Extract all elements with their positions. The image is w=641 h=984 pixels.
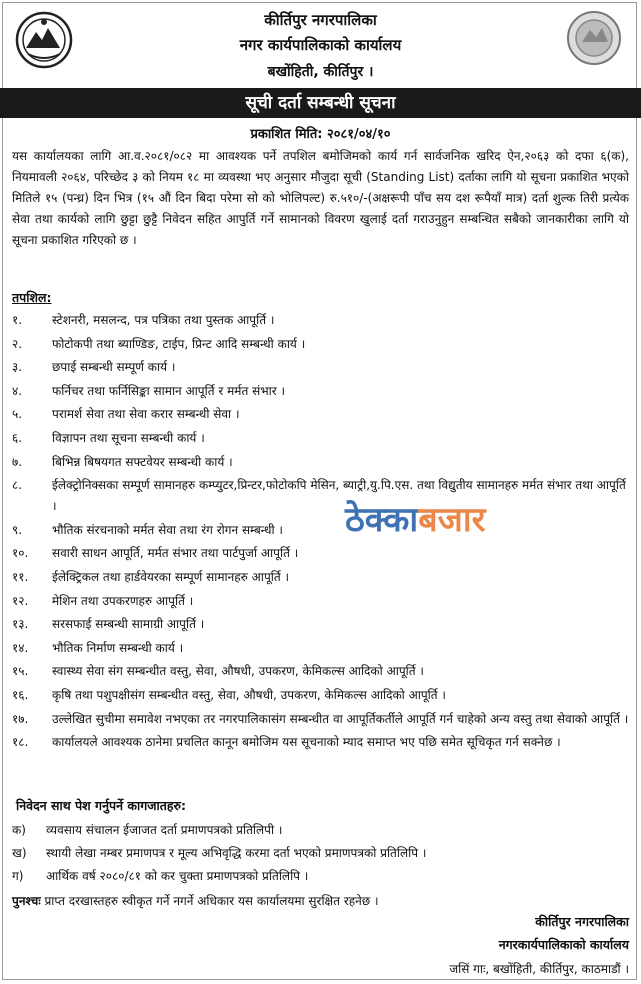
- item-text: बिभिन्न बिषयगत सफ्टवेयर सम्बन्धी कार्य ।: [52, 454, 233, 469]
- doc-number: ग): [12, 869, 24, 883]
- published-date: प्रकाशित मिति: २०८१/०४/१०: [250, 127, 391, 142]
- list-item: [12, 820, 629, 841]
- list-item: [12, 404, 629, 425]
- item-text: छपाई सम्बन्धी सम्पूर्ण कार्य ।: [52, 360, 176, 375]
- letterhead: [0, 0, 641, 86]
- list-item: [12, 475, 629, 517]
- item-number: १०.: [12, 546, 29, 561]
- item-number: ४.: [12, 383, 23, 398]
- item-text: उल्लेखित सुचीमा समावेश नभएका तर नगरपालिकासंग सम्बन्धीत वा आपूर्तिकर्तीले आपूर्ति गर्न चाहेको अन्य वस्तु तथा सेवाको आपूर्ति ।: [52, 711, 629, 726]
- list-item: [12, 866, 629, 887]
- item-number: १२.: [12, 593, 29, 608]
- doc-text: आर्थिक वर्ष २०८०/८१ को कर चुक्ता प्रमाणपत्रको प्रतिलिपि ।: [46, 869, 309, 883]
- item-number: ९.: [12, 522, 23, 537]
- item-text: फोटोकपी तथा ब्याण्डिङ, टाईप, प्रिन्ट आदि सम्बन्धी कार्य ।: [52, 336, 306, 351]
- item-text: स्टेशनरी, मसलन्द, पत्र पत्रिका तथा पुस्तक आपूर्ति ।: [52, 313, 275, 327]
- list-item: [12, 843, 629, 864]
- list-item: [12, 452, 629, 473]
- item-number: १४.: [12, 640, 29, 655]
- item-number: १३.: [12, 617, 29, 632]
- item-number: १६.: [12, 687, 29, 702]
- details-heading: तपशिल:: [12, 290, 52, 305]
- list-item: [12, 381, 629, 402]
- note-label: पुनश्चः: [12, 894, 41, 908]
- item-text: सरसफाई सम्बन्धी सामाग्री आपूर्ति ।: [52, 617, 205, 632]
- notice-intro: यस कार्यालयका लागि आ.व.२०८१/०८२ मा आवश्यक पर्ने तपशिल बमोजिमको कार्य गर्न सार्वजनिक खरिद ऐन,२०६३ को दफा ६(क), नियमावली २०६४, परिच्छेद ३ को नियम १८ मा व्यवस्था भए अनुसार मौजुदा सूची (Standing List) दर्ताका लागि यो सूचना प्रकाशित भएको मितिले १५ (पन्ध्र) दिन भित्र (१५ औं दिन बिदा परेमा सो को भोलिपल्ट) रु.५१०/-(अक्षरूपी पाँच सय दश रूपैयाँ मात्र) दर्ता शुल्क तिरी प्रत्येक सेवा तथा कार्यको लागि छुट्टा छुट्टै निवेदन सहित आपुर्ति गर्ने सामानको विवरण खुलाई दर्ता गराउनुहुन सम्बन्धित सबैको जानकारीका लागि यो सूचना प्रकाशित गरिएको छ ।: [12, 149, 629, 247]
- doc-number: ख): [12, 846, 27, 860]
- list-item: [12, 732, 629, 753]
- list-item: [12, 709, 629, 730]
- item-text: स्वास्थ्य सेवा संग सम्बन्धीत वस्तु, सेवा, औषधी, उपकरण, केमिकल्स आदिको आपूर्ति ।: [52, 664, 424, 679]
- item-text: भौतिक निर्माण सम्बन्धी कार्य ।: [52, 640, 184, 655]
- service-list: [12, 310, 629, 756]
- item-number: ११.: [12, 569, 29, 584]
- municipality-seal-icon: [566, 10, 622, 66]
- municipality-name: कीर्तिपुर नगरपालिका: [264, 11, 377, 29]
- documents-heading: निवेदन साथ पेश गर्नुपर्ने कागजातहरु:: [16, 798, 187, 813]
- signature-address: जसिं गाः, बखोंहिती, कीर्तिपुर, काठमाडौं ।: [449, 962, 629, 976]
- item-number: १७.: [12, 711, 29, 726]
- doc-text: स्थायी लेखा नम्बर प्रमाणपत्र र मूल्य अभिवृद्धि करमा दर्ता भएको प्रमाणपत्रको प्रतिलिपि ।: [46, 846, 427, 860]
- office-name: नगर कार्यपालिकाको कार्यालय: [239, 36, 402, 54]
- item-text: सवारी साधन आपूर्ति, मर्मत संभार तथा पार्टपुर्जा आपूर्ति ।: [52, 546, 299, 561]
- item-text: विज्ञापन तथा सूचना सम्बन्धी कार्य ।: [52, 430, 205, 445]
- item-number: २.: [12, 336, 23, 351]
- item-text: कृषि तथा पशुपक्षीसंग सम्बन्धीत वस्तु, सेवा, औषधी, उपकरण, केमिकल्स आदिको आपूर्ति ।: [52, 687, 446, 702]
- item-number: ७.: [12, 454, 23, 469]
- signature-municipality: कीर्तिपुर नगरपालिका: [535, 914, 629, 929]
- list-item: [12, 334, 629, 355]
- list-item: [12, 543, 629, 564]
- item-text: मेशिन तथा उपकरणहरु आपूर्ति ।: [52, 593, 194, 608]
- list-item: [12, 638, 629, 659]
- item-text: भौतिक संरचनाको मर्मत सेवा तथा रंग रोगन सम्बन्धी ।: [52, 522, 283, 537]
- item-number: ३.: [12, 360, 23, 375]
- item-number: ६.: [12, 430, 23, 445]
- item-number: १८.: [12, 735, 29, 750]
- list-item: [12, 614, 629, 635]
- list-item: [12, 357, 629, 378]
- list-item: [12, 520, 629, 541]
- list-item: [12, 685, 629, 706]
- item-text: ईलेक्ट्रोनिक्सका सम्पूर्ण सामानहरु कम्प्युटर,प्रिन्टर,फोटोकपि मेसिन, ब्याट्री,यु.पि.एस. तथा विद्युतीय सामानहरु मर्मत संभार तथा आपूर्ति ।: [52, 478, 626, 514]
- signature-office: नगरकार्यपालिकाको कार्यालय: [498, 937, 629, 952]
- item-number: १.: [12, 313, 23, 327]
- doc-number: क): [12, 823, 26, 837]
- watermark-part1: ठेक्का: [345, 500, 419, 540]
- item-text: परामर्श सेवा तथा सेवा करार सम्बन्धी सेवा ।: [52, 407, 240, 422]
- office-address: बखोंहिती, कीर्तिपुर ।: [267, 64, 374, 80]
- doc-text: व्यवसाय संचालन ईजाजत दर्ता प्रमाणपत्रको प्रतिलिपी ।: [46, 823, 283, 837]
- documents-list: [12, 820, 629, 889]
- list-item: [12, 591, 629, 612]
- thekka-bazar-watermark: [345, 490, 486, 550]
- list-item: [12, 661, 629, 682]
- item-text: कार्यालयले आवश्यक ठानेमा प्रचलित कानून बमोजिम यस सूचनाको म्याद समाप्त भए पछि समेत सूचिकृत गर्न सक्नेछ ।: [52, 735, 561, 750]
- list-item: [12, 310, 629, 331]
- note-text: प्राप्त दरखास्तहरु स्वीकृत गर्ने नगर्ने अधिकार यस कार्यालयमा सुरक्षित रहनेछ ।: [44, 894, 379, 908]
- item-text: ईलेक्ट्रिकल तथा हार्डवेयरका सम्पूर्ण सामानहरु आपूर्ति ।: [52, 569, 290, 584]
- list-item: [12, 428, 629, 449]
- item-number: १५.: [12, 664, 29, 679]
- list-item: [12, 567, 629, 588]
- watermark-part2: बजार: [418, 500, 486, 540]
- notice-title: सूची दर्ता सम्बन्धी सूचना: [0, 88, 641, 118]
- item-text: फर्निचर तथा फर्निसिङ्का सामान आपूर्ति र मर्मत संभार ।: [52, 383, 286, 398]
- item-number: ८.: [12, 478, 23, 493]
- item-number: ५.: [12, 407, 23, 422]
- postscript-note: [12, 891, 629, 912]
